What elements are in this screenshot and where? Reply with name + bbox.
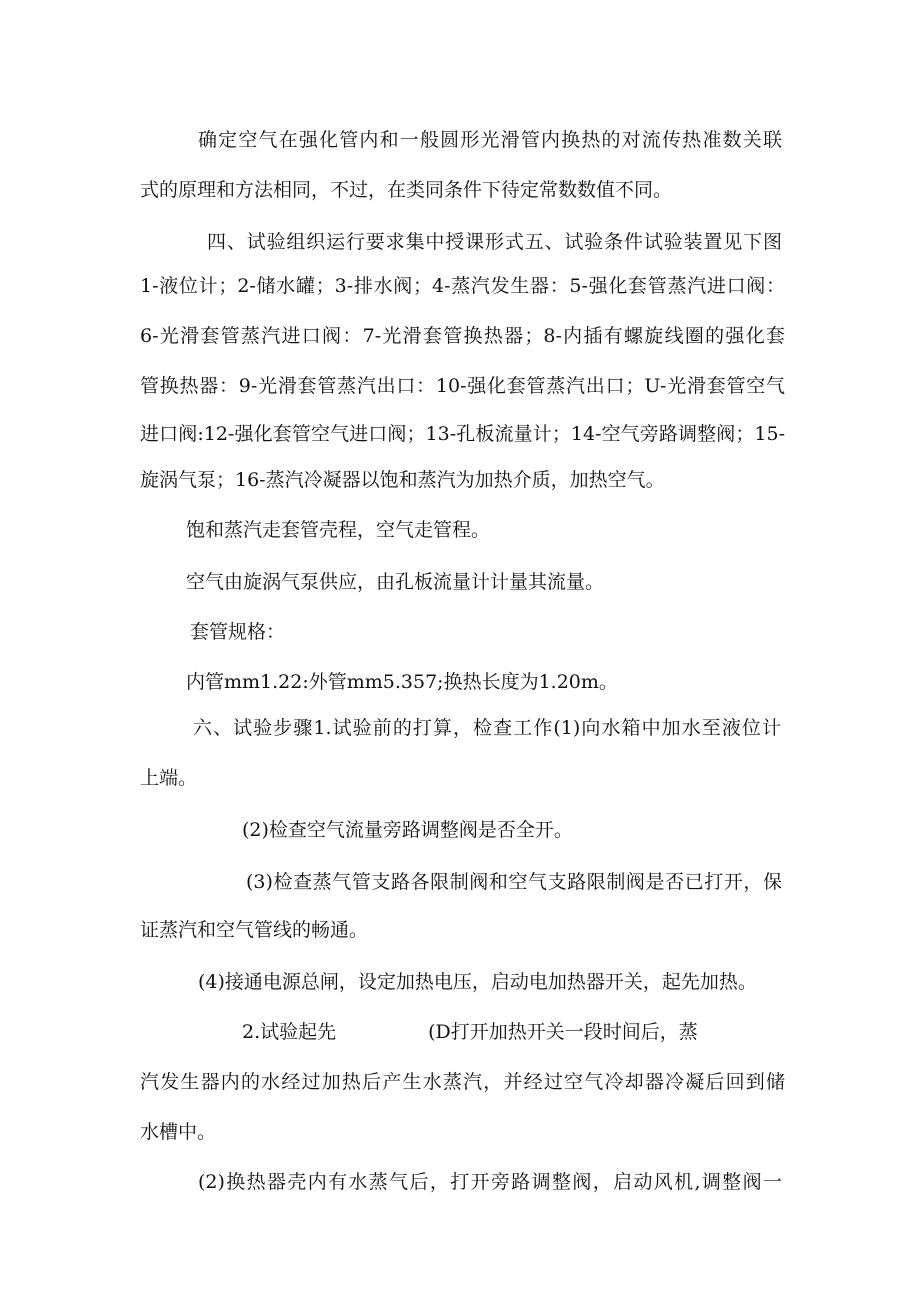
text-line: 证蒸汽和空气管线的畅通。 [140, 919, 369, 941]
step-label: 2.试验起先 [242, 1021, 337, 1043]
text-line: 上端。 [140, 767, 198, 789]
text-line: 汽发生器内的水经过加热后产生水蒸汽，并经过空气冷却器冷凝后回到储 [140, 1071, 785, 1093]
text-line: 内管mm1.22:外管mm5.357;换热长度为1.20m。 [186, 671, 618, 693]
text-line: (2)检查空气流量旁路调整阀是否全开。 [242, 819, 573, 841]
text-line [242, 1020, 722, 1044]
text-line: 1-液位计；2-储水罐；3-排水阀；4-蒸汽发生器：5-强化套管蒸汽进口阀： [140, 275, 785, 297]
text-line: 饱和蒸汽走套管壳程，空气走管程。 [186, 519, 491, 541]
text-line: (2)换热器壳内有水蒸气后，打开旁路调整阀，启动风机,调整阀一 [198, 1171, 782, 1193]
text-line: 水槽中。 [140, 1121, 217, 1143]
step-text: (D打开加热开关一段时间后，蒸 [428, 1021, 698, 1043]
text-line: 确定空气在强化管内和一般圆形光滑管内换热的对流传热准数关联 [198, 129, 782, 151]
text-line: 六、试验步骤1.试验前的打算，检查工作(1)向水箱中加水至液位计 [193, 717, 781, 739]
text-line: 旋涡气泵；16-蒸汽冷凝器以饱和蒸汽为加热介质，加热空气。 [140, 469, 665, 491]
text-line: 套管规格： [190, 621, 286, 643]
text-line: 式的原理和方法相同，不过，在类同条件下待定常数数值不同。 [140, 179, 673, 201]
text-line: 管换热器：9-光滑套管蒸汽出口：10-强化套管蒸汽出口；U-光滑套管空气 [140, 375, 785, 397]
text-line: 进口阀:12-强化套管空气进口阀；13-孔板流量计；14-空气旁路调整阀；15- [140, 423, 785, 445]
text-line: 空气由旋涡气泵供应，由孔板流量计计量其流量。 [186, 571, 605, 593]
text-line: (3)检查蒸气管支路各限制阀和空气支路限制阀是否已打开，保 [246, 871, 782, 893]
text-line: (4)接通电源总闸，设定加热电压，启动电加热器开关，起先加热。 [198, 971, 757, 993]
text-line: 四、试验组织运行要求集中授课形式五、试验条件试验装置见下图 [207, 231, 782, 253]
text-line: 6-光滑套管蒸汽进口阀：7-光滑套管换热器；8-内插有螺旋线圈的强化套 [140, 325, 785, 347]
